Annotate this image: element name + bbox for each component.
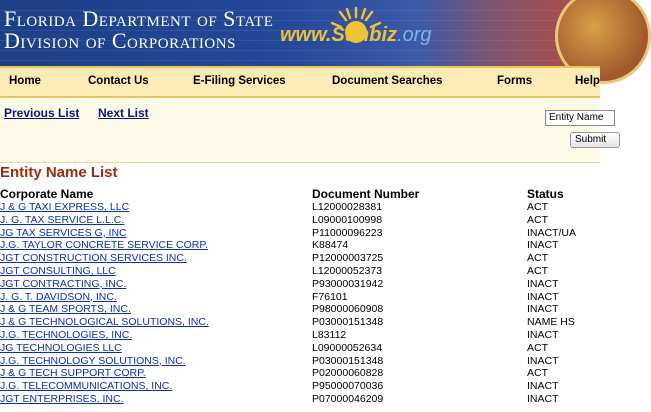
status-text: INACT: [527, 239, 559, 252]
status-text: INACT: [527, 303, 559, 316]
document-number: P98000060908: [312, 303, 384, 316]
document-number: L09000100998: [312, 213, 383, 226]
entity-name-link[interactable]: J & G TAXI EXPRESS, LLC: [0, 201, 130, 213]
status-text: ACT: [527, 264, 548, 277]
table-row: [0, 278, 600, 291]
document-number: P11000096223: [312, 226, 383, 239]
sunbiz-logo[interactable]: [280, 6, 432, 58]
banner-title-line1: Florida Department of State: [4, 6, 274, 31]
status-text: INACT: [527, 290, 559, 303]
status-text: INACT: [527, 392, 559, 405]
status-text: ACT: [527, 213, 548, 226]
table-row: [0, 265, 600, 278]
table-row: [0, 227, 600, 240]
entity-name-link[interactable]: J & G TECHNOLOGICAL SOLUTIONS, INC.: [0, 316, 209, 329]
table-row: [0, 239, 600, 252]
list-toolbar: [0, 98, 607, 163]
entity-name-link[interactable]: JG TECHNOLOGIES LLC: [0, 341, 122, 354]
entity-name-link[interactable]: J & G TEAM SPORTS, INC.: [0, 303, 131, 316]
table-row: [0, 201, 600, 214]
document-number: F76101: [312, 290, 348, 303]
status-text: INACT: [527, 380, 559, 393]
status-text: NAME HS: [527, 316, 575, 329]
document-number: P07000046209: [312, 392, 384, 405]
document-number: K88474: [312, 239, 349, 252]
entity-name-link[interactable]: J.G. TECHNOLOGIES, INC.: [0, 328, 133, 341]
entity-name-link[interactable]: J & G TECH SUPPORT CORP.: [0, 367, 146, 380]
entity-name-link[interactable]: J. G. T. DAVIDSON, INC.: [0, 290, 117, 303]
table-row: [0, 380, 600, 393]
sunbiz-logo-main: www.Sunbiz: [280, 24, 398, 46]
nav-item-e-filing-services[interactable]: E-Filing Services: [193, 75, 286, 87]
entity-name-link[interactable]: JGT CONTRACTING, INC.: [0, 277, 127, 290]
document-number: L12000052373: [312, 264, 383, 277]
status-text: INACT: [527, 328, 559, 341]
table-row: [0, 355, 600, 368]
nav-item-forms[interactable]: Forms: [497, 75, 533, 87]
table-row: [0, 367, 600, 380]
entity-name-link[interactable]: J.G. TAYLOR CONCRETE SERVICE CORP.: [0, 239, 208, 252]
table-row: [0, 291, 600, 304]
table-row: [0, 316, 600, 329]
entity-name-link[interactable]: J.G. TECHNOLOGY SOLUTIONS, INC.: [0, 354, 186, 367]
status-text: ACT: [527, 367, 548, 380]
status-text: INACT: [527, 277, 559, 290]
page-title: Entity Name List: [0, 164, 118, 181]
nav-item-contact-us[interactable]: Contact Us: [88, 75, 149, 87]
table-row: [0, 329, 600, 342]
column-header-corporate-name: Corporate Name: [0, 187, 94, 201]
column-header-document-number: Document Number: [312, 187, 420, 201]
document-number: L12000028381: [312, 201, 383, 213]
document-number: P03000151348: [312, 354, 384, 367]
previous-list-link[interactable]: Previous List: [4, 106, 80, 120]
document-number: P12000003725: [312, 252, 384, 265]
status-text: ACT: [527, 252, 548, 265]
sunbiz-logo-suffix: .org: [397, 24, 432, 46]
status-text: INACT/UA: [527, 226, 577, 239]
status-text: ACT: [527, 201, 548, 213]
submit-button[interactable]: Submit: [570, 132, 620, 148]
column-header-status: Status: [527, 187, 564, 201]
table-row: [0, 393, 600, 406]
document-number: L09000052634: [312, 341, 383, 354]
entity-name-link[interactable]: J.G. TELECOMMUNICATIONS, INC.: [0, 380, 173, 393]
document-number: P95000070036: [312, 380, 384, 393]
entity-name-link[interactable]: JGT CONSULTING, LLC: [0, 264, 116, 277]
next-list-link[interactable]: Next List: [98, 106, 149, 120]
sunbiz-logo-text: [280, 24, 432, 47]
entity-name-link[interactable]: J. G. TAX SERVICE L.L.C.: [0, 213, 125, 226]
entity-name-link[interactable]: JGT ENTERPRISES, INC.: [0, 392, 124, 405]
nav-item-help[interactable]: Help: [575, 75, 600, 87]
nav-item-document-searches[interactable]: Document Searches: [332, 75, 443, 87]
document-number: P02000060828: [312, 367, 384, 380]
site-banner: [0, 0, 600, 66]
document-number: P93000031942: [312, 277, 384, 290]
document-number: P03000151348: [312, 316, 384, 329]
main-nav: [0, 66, 600, 98]
table-row: [0, 342, 600, 355]
status-text: INACT: [527, 354, 559, 367]
nav-item-home[interactable]: Home: [9, 75, 41, 87]
entity-list: [0, 201, 600, 406]
table-row: [0, 303, 600, 316]
status-text: ACT: [527, 341, 548, 354]
document-number: L83112: [312, 328, 347, 341]
banner-title-line2: Division of Corporations: [4, 28, 236, 53]
search-type-select[interactable]: Entity Name: [545, 110, 615, 126]
table-row: [0, 214, 600, 227]
entity-name-link[interactable]: JGT CONSTRUCTION SERVICES INC.: [0, 252, 187, 265]
table-row: [0, 252, 600, 265]
entity-name-link[interactable]: JG TAX SERVICES G, INC: [0, 226, 127, 239]
